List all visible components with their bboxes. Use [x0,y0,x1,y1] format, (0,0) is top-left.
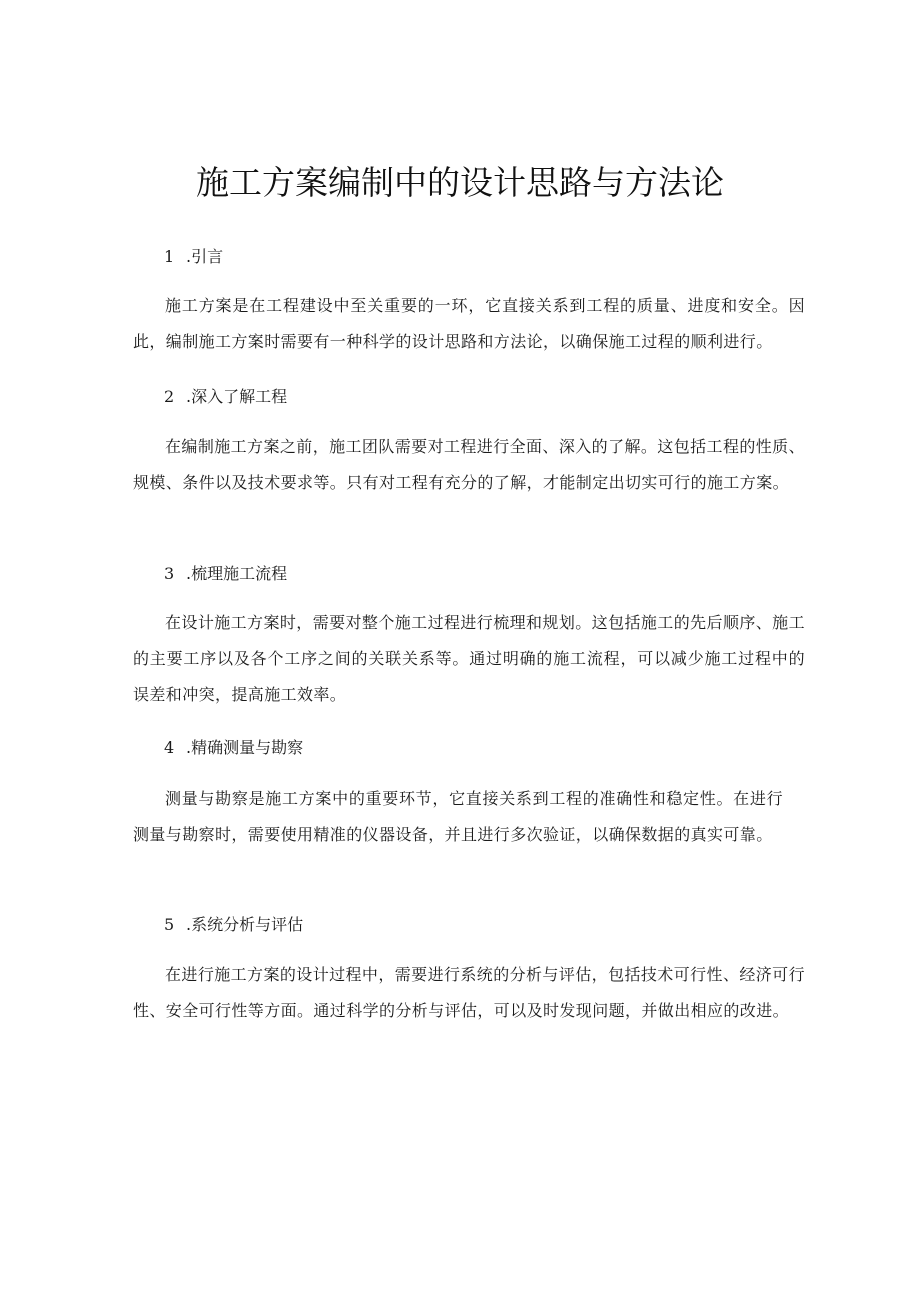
section-number: 3 [164,564,175,583]
section-heading-text: .深入了解工程 [186,387,288,406]
section-heading-text: .精确测量与勘察 [186,738,304,757]
section-heading-text: .梳理施工流程 [186,564,288,583]
section-heading-text: .系统分析与评估 [186,915,304,934]
section-paragraph-1: 施工方案是在工程建设中至关重要的一环，它直接关系到工程的质量、进度和安全。因此，编制施工方案时需要有一种科学的设计思路和方法论，以确保施工过程的顺利进行。 [133,296,805,351]
section-heading-2 [164,385,287,409]
section-paragraph-5: 在进行施工方案的设计过程中，需要进行系统的分析与评估，包括技术可行性、经济可行性、安全可行性等方面。通过科学的分析与评估，可以及时发现问题，并做出相应的改进。 [133,965,805,1020]
section-heading-1 [164,245,223,269]
section-number: 2 [164,387,175,406]
page-title: 施工方案编制中的设计思路与方法论 [196,163,724,202]
section-heading-text: .引言 [186,247,224,266]
section-paragraph-2: 在编制施工方案之前，施工团队需要对工程进行全面、深入的了解。这包括工程的性质、规模、条件以及技术要求等。只有对工程有充分的了解，才能制定出切实可行的施工方案。 [133,437,805,492]
section-number: 4 [164,738,175,757]
section-heading-3 [164,562,287,586]
section-heading-4 [164,736,303,760]
section-paragraph-4: 测量与勘察是施工方案中的重要环节，它直接关系到工程的准确性和稳定性。在进行测量与勘察时，需要使用精准的仪器设备，并且进行多次验证，以确保数据的真实可靠。 [133,789,783,844]
section-number: 1 [164,247,175,266]
section-number: 5 [164,915,175,934]
section-heading-5 [164,913,303,937]
section-paragraph-3: 在设计施工方案时，需要对整个施工过程进行梳理和规划。这包括施工的先后顺序、施工的主要工序以及各个工序之间的关联关系等。通过明确的施工流程，可以减少施工过程中的误差和冲突，提高施工效率。 [133,613,805,704]
